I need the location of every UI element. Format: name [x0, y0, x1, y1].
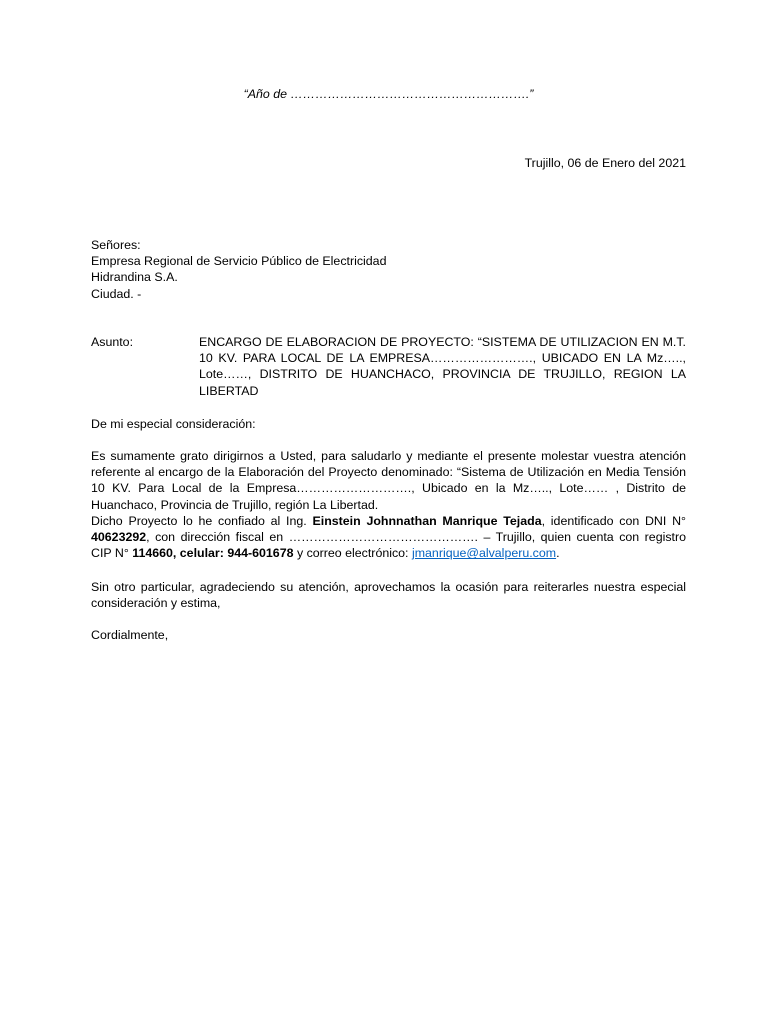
body-end: .	[556, 546, 560, 561]
date-line: Trujillo, 06 de Enero del 2021	[524, 156, 686, 170]
recipient-block	[91, 237, 686, 302]
dni-number: 40623292	[91, 530, 147, 545]
body-paragraph	[91, 448, 686, 561]
recipient-city: Ciudad. -	[91, 286, 142, 301]
greeting: De mi especial consideración:	[91, 417, 256, 431]
phone-number: 944-601678	[227, 546, 294, 561]
closing-paragraph: Sin otro particular, agradeciendo su atención, aprovechamos la ocasión para reiterarles nuestra especial consideración y estima,	[91, 580, 686, 611]
engineer-name: Einstein Johnnathan Manrique Tejada	[312, 513, 542, 528]
subject-text: ENCARGO DE ELABORACION DE PROYECTO: “SISTEMA DE UTILIZACION EN M.T. 10 KV. PARA LOCAL DE LA EMPRESA……………………., UBICADO EN LA Mz….., Lote……, DISTRITO DE HUANCHACO, PROVINCIA DE TRUJILLO, REGION LA LIBERTAD	[199, 335, 686, 398]
recipient-company: Empresa Regional de Servicio Público de Electricidad	[91, 254, 387, 269]
phone-label: , celular:	[172, 546, 224, 561]
signoff: Cordialmente,	[91, 628, 169, 642]
cip-number: 114660	[132, 546, 173, 561]
email-link[interactable]: jmanrique@alvalperu.com	[411, 546, 557, 561]
body-assignment: Dicho Proyecto lo he confiado al Ing.	[91, 513, 313, 528]
subject-label: Asunto:	[91, 335, 134, 349]
body-intro: Es sumamente grato dirigirnos a Usted, para saludarlo y mediante el presente molestar vuestra atención referente al encargo de la Elaboración del Proyecto denominado: “Sistema de Utilización en Media Tensión 10 KV. Para Local de la Empresa………………………., Ubicado en la Mz….., Lote…… , Distrito de Huanchaco, Provincia de Trujillo, región La Libertad.	[91, 449, 686, 512]
year-heading: “Año de ………………………………………………….”	[243, 87, 534, 101]
subject-block	[91, 334, 686, 399]
recipient-salutation: Señores:	[91, 238, 141, 252]
recipient-company-name: Hidrandina S.A.	[91, 270, 178, 285]
body-address: , con dirección fiscal en ………………………………………. – Trujillo, quien cuenta con registro CIP N°	[91, 530, 686, 561]
letter-page	[91, 0, 686, 1024]
email-label: y correo electrónico:	[296, 546, 409, 561]
body-dni-label: , identificado con DNI N°	[541, 513, 686, 528]
